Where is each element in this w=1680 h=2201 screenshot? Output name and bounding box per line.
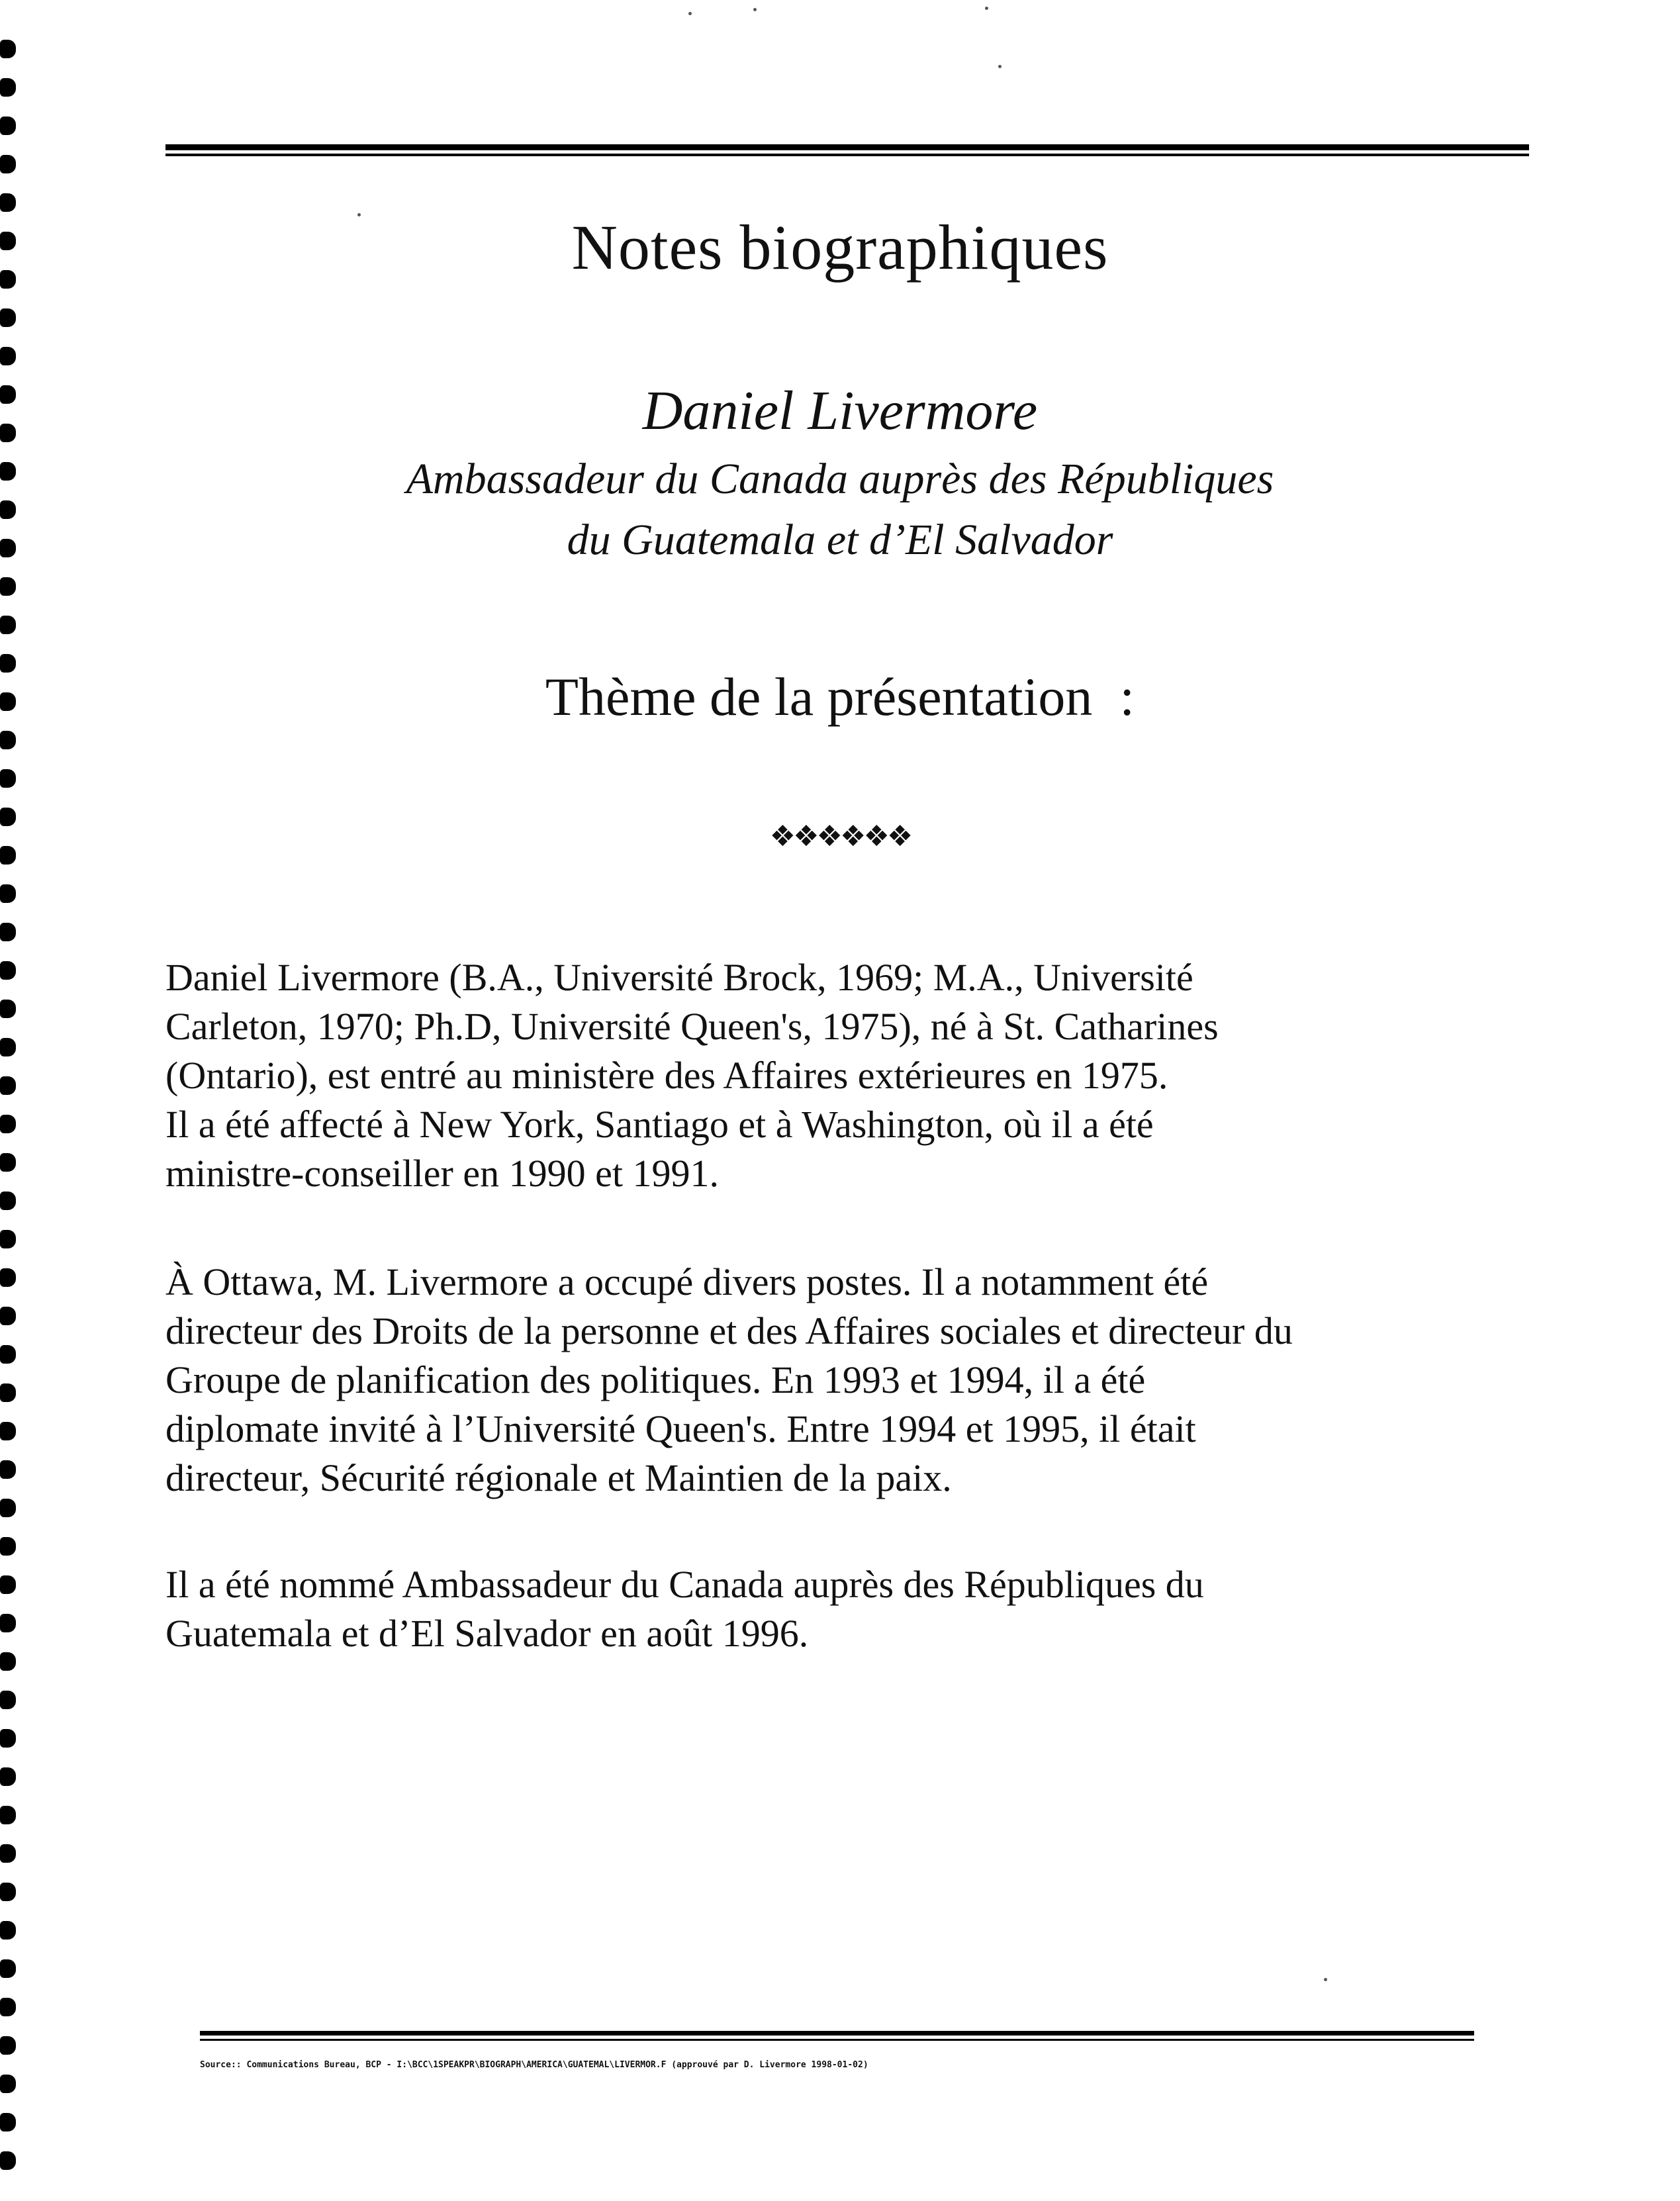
binding-holes (0, 40, 19, 2201)
binding-hole (0, 884, 16, 903)
binding-hole (0, 616, 16, 634)
binding-hole (0, 1959, 16, 1978)
binding-hole (0, 1883, 16, 1901)
biography-paragraph-1 (165, 953, 1529, 1198)
binding-hole (0, 347, 16, 365)
speaker-name: Daniel Livermore (642, 380, 1038, 442)
binding-hole (0, 769, 16, 788)
binding-hole (0, 731, 16, 749)
scan-speck (688, 12, 692, 15)
binding-hole (0, 1729, 16, 1748)
binding-hole (0, 1153, 16, 1172)
binding-hole (0, 1537, 16, 1556)
header-rule (165, 144, 1529, 160)
binding-hole (0, 923, 16, 941)
binding-hole (0, 1268, 16, 1287)
text-line: Groupe de planification des politiques. En 1993 et 1994, il a été (165, 1358, 1146, 1401)
binding-hole (0, 577, 16, 596)
text-line: Daniel Livermore (B.A., Université Brock, 1969; M.A., Université (165, 956, 1193, 999)
text-line: ministre-conseiller en 1990 et 1991. (165, 1152, 719, 1195)
binding-hole (0, 2113, 16, 2131)
binding-hole (0, 117, 16, 135)
text-line: diplomate invité à l’Université Queen's. Entre 1994 et 1995, il était (165, 1407, 1196, 1450)
binding-hole (0, 193, 16, 212)
binding-hole (0, 78, 16, 97)
text-line: (Ontario), est entré au ministère des Affaires extérieures en 1975. (165, 1054, 1168, 1097)
binding-hole (0, 1422, 16, 1440)
binding-hole (0, 1000, 16, 1018)
binding-hole (0, 155, 16, 173)
source-footer: Source:: Communications Bureau, BCP - I:\BCC\1SPEAKPR\BIOGRAPH\AMERICA\GUATEMAL\LIVERMOR.F (approuvé par D. Livermore 1998-01-02) (200, 2060, 868, 2070)
binding-hole (0, 308, 16, 327)
text-line: Carleton, 1970; Ph.D, Université Queen's, 1975), né à St. Catharines (165, 1005, 1219, 1048)
scan-speck (753, 8, 757, 11)
binding-hole (0, 1192, 16, 1210)
binding-hole (0, 1575, 16, 1594)
speaker-role-line-2: du Guatemala et d’El Salvador (567, 516, 1113, 564)
text-line: À Ottawa, M. Livermore a occupé divers postes. Il a notamment été (165, 1260, 1209, 1303)
presentation-theme: Thème de la présentation : (545, 667, 1135, 727)
binding-hole (0, 2151, 16, 2170)
binding-hole (0, 1076, 16, 1095)
biography-paragraph-3 (165, 1560, 1529, 1658)
binding-hole (0, 1691, 16, 1709)
scan-speck (998, 65, 1002, 68)
binding-hole (0, 1767, 16, 1786)
text-line: Il a été affecté à New York, Santiago et à Washington, où il a été (165, 1103, 1154, 1146)
diamond-ornament-icon: ❖❖❖❖❖❖ (769, 820, 911, 853)
binding-hole (0, 961, 16, 980)
footer-rule (200, 2031, 1474, 2044)
binding-hole (0, 2036, 16, 2055)
binding-hole (0, 1383, 16, 1402)
binding-hole (0, 1345, 16, 1364)
binding-hole (0, 2075, 16, 2093)
scan-speck (985, 7, 988, 10)
binding-hole (0, 40, 16, 58)
binding-hole (0, 1844, 16, 1863)
scan-speck (1324, 1978, 1327, 1981)
text-line: Guatemala et d’El Salvador en août 1996. (165, 1612, 809, 1655)
page-title: Notes biographiques (571, 212, 1109, 283)
binding-hole (0, 1499, 16, 1517)
binding-hole (0, 1921, 16, 1940)
text-line: directeur des Droits de la personne et des Affaires sociales et directeur du (165, 1309, 1293, 1352)
binding-hole (0, 1230, 16, 1248)
binding-hole (0, 1115, 16, 1133)
binding-hole (0, 1998, 16, 2016)
binding-hole (0, 1652, 16, 1671)
biography-paragraph-2 (165, 1258, 1529, 1503)
binding-hole (0, 1614, 16, 1632)
text-line: Il a été nommé Ambassadeur du Canada auprès des Républiques du (165, 1563, 1204, 1606)
binding-hole (0, 1307, 16, 1325)
binding-hole (0, 1038, 16, 1056)
text-line: directeur, Sécurité régionale et Maintien de la paix. (165, 1456, 952, 1499)
binding-hole (0, 1806, 16, 1824)
speaker-role-line-1: Ambassadeur du Canada auprès des Républiques (406, 455, 1274, 503)
binding-hole (0, 1460, 16, 1479)
